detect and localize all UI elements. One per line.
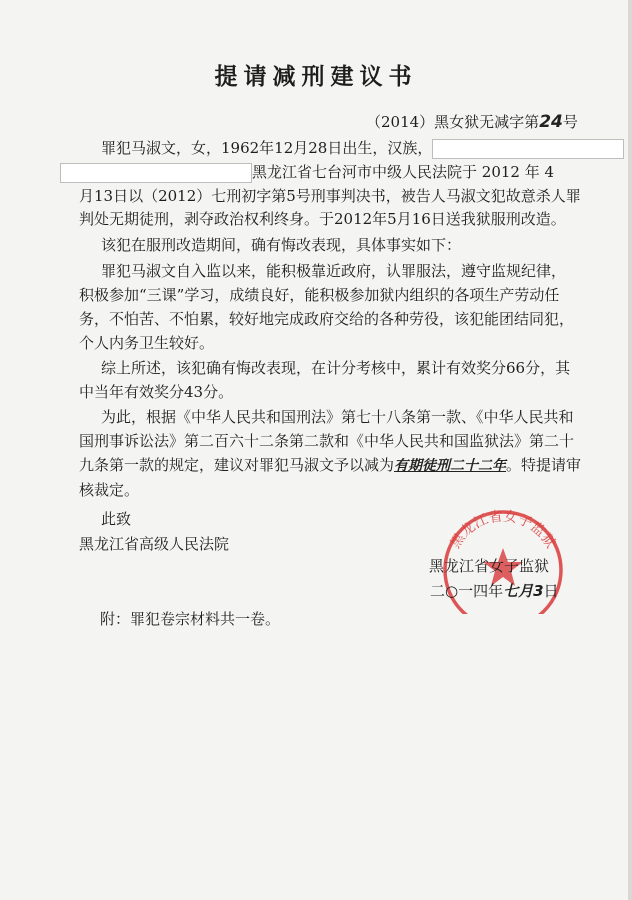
doc-number-handwritten: 24	[539, 112, 563, 132]
body-line-7: 积极参加“三课”学习，成绩良好，能积极参加狱内组织的各项生产劳动任	[79, 286, 560, 304]
body-line-15: 核裁定。	[79, 481, 140, 499]
body-line-8: 务，不怕苦、不怕累，较好地完成政府交给的各种劳役，该犯能团结同犯，	[79, 310, 575, 328]
body-line-4: 判处无期徒刑，剥夺政治权利终身。于2012年5月16日送我狱服刑改造。	[79, 210, 566, 228]
handwritten-sentence: 有期徒刑二十二年	[394, 458, 507, 474]
body-line-1: 罪犯马淑文，女，1962年12月28日出生，汉族，	[101, 137, 624, 159]
body-line-3: 月13日以（2012）七刑初字第5号刑事判决书，被告人马淑文犯故意杀人罪	[79, 187, 581, 205]
seal-text: 黑龙江省女子监狱	[447, 508, 559, 552]
redaction-box	[60, 163, 252, 183]
body-line-5: 该犯在服刑改造期间，确有悔改表现，具体事实如下：	[101, 236, 462, 254]
closing-recipient: 黑龙江省高级人民法院	[79, 535, 230, 553]
issue-date: 二○一四年七月3日	[430, 582, 559, 600]
body-line-13: 国刑事诉讼法》第二百六十二条第二款和《中华人民共和国监狱法》第二十	[79, 432, 575, 450]
closing-cizhi: 此致	[101, 510, 132, 528]
attachment-note: 附：罪犯卷宗材料共一卷。	[100, 610, 281, 628]
body-line-12: 为此，根据《中华人民共和国刑法》第七十八条第一款、《中华人民共和	[101, 408, 574, 426]
body-line-10: 综上所述，该犯确有悔改表现，在计分考核中，累计有效奖分66分，其	[101, 359, 571, 377]
document-number	[366, 111, 578, 132]
page-edge-shadow	[628, 0, 632, 900]
body-line-2: 黑龙江省七台河市中级人民法院于 2012 年 4	[60, 161, 554, 183]
body-line-11: 中当年有效奖分43分。	[79, 383, 234, 401]
body-line-14: 九条第一款的规定，建议对罪犯马淑文予以减为有期徒刑二十二年。特提请审	[79, 456, 582, 474]
redaction-box	[432, 139, 624, 159]
issuer-name: 黑龙江省女子监狱	[429, 557, 550, 575]
body-line-6: 罪犯马淑文自入监以来，能积极靠近政府，认罪服法，遵守监规纪律，	[101, 262, 567, 280]
doc-number-suffix: 号	[562, 113, 578, 131]
doc-number-prefix: （2014）黑女狱无减字第	[366, 113, 540, 131]
document-title: 提请减刑建议书	[214, 63, 418, 90]
body-line-9: 个人内务卫生较好。	[79, 334, 215, 352]
